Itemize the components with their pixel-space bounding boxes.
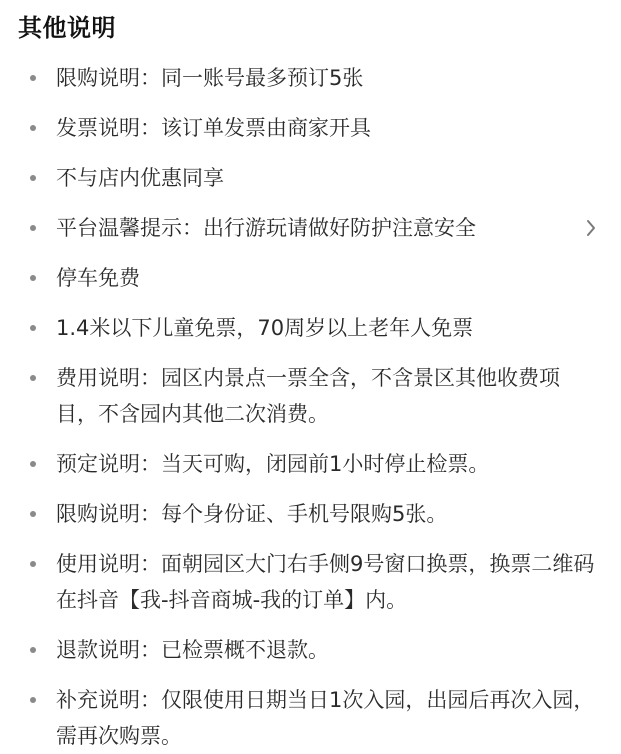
- bullet-icon: [18, 546, 56, 582]
- info-list: [18, 60, 597, 754]
- list-item-purchase-limit: [18, 60, 597, 96]
- list-item-id-limit: [18, 496, 597, 532]
- list-item-text: 使用说明：面朝园区大门右手侧9号窗口换票，换票二维码在抖音【我-抖音商城-我的订单】内。: [56, 552, 595, 612]
- list-item-text: 补充说明：仅限使用日期当日1次入园，出园后再次入园，需再次购票。: [56, 688, 595, 748]
- bullet-icon: [18, 60, 56, 96]
- list-item-text: 发票说明：该订单发票由商家开具: [56, 116, 371, 140]
- list-item-text: 费用说明：园区内景点一票全含，不含景区其他收费项目，不含园内其他二次消费。: [56, 366, 560, 426]
- list-item-text: 不与店内优惠同享: [56, 166, 224, 190]
- bullet-icon: [18, 446, 56, 482]
- list-item-booking-description: [18, 446, 597, 482]
- bullet-icon: [18, 110, 56, 146]
- bullet-icon: [18, 260, 56, 296]
- bullet-icon: [18, 496, 56, 532]
- list-item-text: 平台温馨提示：出行游玩请做好防护注意安全: [56, 216, 476, 240]
- bullet-icon: [18, 310, 56, 346]
- list-item-usage-description: [18, 546, 597, 618]
- list-item-fee-description: [18, 360, 597, 432]
- list-item-free-ticket-policy: [18, 310, 597, 346]
- list-item-text: 退款说明：已检票概不退款。: [56, 638, 329, 662]
- bullet-icon: [18, 210, 56, 246]
- section-title: 其他说明: [18, 14, 116, 42]
- list-item-refund-description: [18, 632, 597, 668]
- list-item-text: 预定说明：当天可购，闭园前1小时停止检票。: [56, 452, 490, 476]
- list-item-invoice: [18, 110, 597, 146]
- bullet-icon: [18, 682, 56, 718]
- bullet-icon: [18, 632, 56, 668]
- list-item-free-parking: [18, 260, 597, 296]
- chevron-right-icon[interactable]: [579, 210, 603, 246]
- list-item-text: 限购说明：每个身份证、手机号限购5张。: [56, 502, 448, 526]
- list-item-text: 停车免费: [56, 266, 140, 290]
- list-item-additional-notes: [18, 682, 597, 754]
- list-item-text: 1.4米以下儿童免票，70周岁以上老年人免票: [56, 316, 474, 340]
- bullet-icon: [18, 160, 56, 196]
- list-item-text: 限购说明：同一账号最多预订5张: [56, 66, 364, 90]
- list-item-no-stacking-discount: [18, 160, 597, 196]
- list-item-platform-tip[interactable]: [18, 210, 597, 246]
- bullet-icon: [18, 360, 56, 396]
